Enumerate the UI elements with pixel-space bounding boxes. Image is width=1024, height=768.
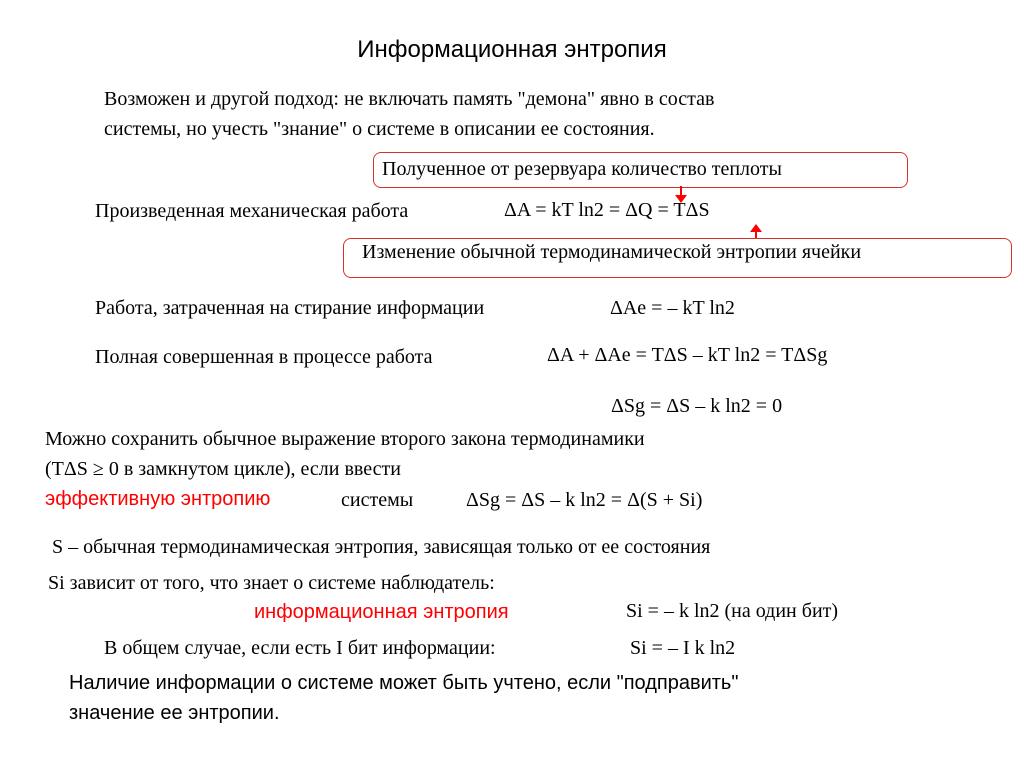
conclusion-line-2: значение ее энтропии. xyxy=(69,702,280,724)
general-formula: Si = – I k ln2 xyxy=(630,637,736,659)
effective-formula: ΔSg = ΔS – k ln2 = Δ(S + Si) xyxy=(466,489,703,511)
si-formula: Si = – k ln2 (на один бит) xyxy=(626,600,839,622)
entropy-callout-text: Изменение обычной термодинамической энтропии ячейки xyxy=(362,241,862,263)
total-label: Полная совершенная в процессе работа xyxy=(95,346,433,368)
effective-entropy-term: эффективную энтропию xyxy=(45,488,271,510)
intro-line-2: системы, но учесть "знание" о системе в описании ее состояния. xyxy=(104,118,655,140)
conclusion-line-1: Наличие информации о системе может быть учтено, если "подправить" xyxy=(69,672,739,694)
intro-line-1: Возможен и другой подход: не включать память "демона" явно в состав xyxy=(104,88,715,110)
keep-line-2: (TΔS ≥ 0 в замкнутом цикле), если ввести xyxy=(45,458,401,480)
slide-title: Информационная энтропия xyxy=(357,36,667,63)
total-formula: ΔA + ΔAe = TΔS – kT ln2 = TΔSg xyxy=(547,344,828,366)
s-definition: S – обычная термодинамическая энтропия, зависящая только от ее состояния xyxy=(52,536,711,558)
keep-line-1: Можно сохранить обычное выражение второго закона термодинамики xyxy=(45,428,645,450)
si-definition: Si зависит от того, что знает о системе наблюдатель: xyxy=(48,572,495,594)
heat-callout-text: Полученное от резервуара количество теплоты xyxy=(382,158,782,180)
work-label: Произведенная механическая работа xyxy=(95,200,409,222)
work-formula: ΔA = kT ln2 = ΔQ = TΔS xyxy=(504,199,710,221)
information-entropy-term: информационная энтропия xyxy=(254,601,509,623)
general-label: В общем случае, если есть I бит информации: xyxy=(104,637,496,659)
erase-formula: ΔAe = – kT ln2 xyxy=(610,297,735,319)
erase-label: Работа, затраченная на стирание информации xyxy=(95,297,485,319)
system-word: системы xyxy=(341,489,414,511)
dsg-formula: ΔSg = ΔS – k ln2 = 0 xyxy=(611,395,783,417)
